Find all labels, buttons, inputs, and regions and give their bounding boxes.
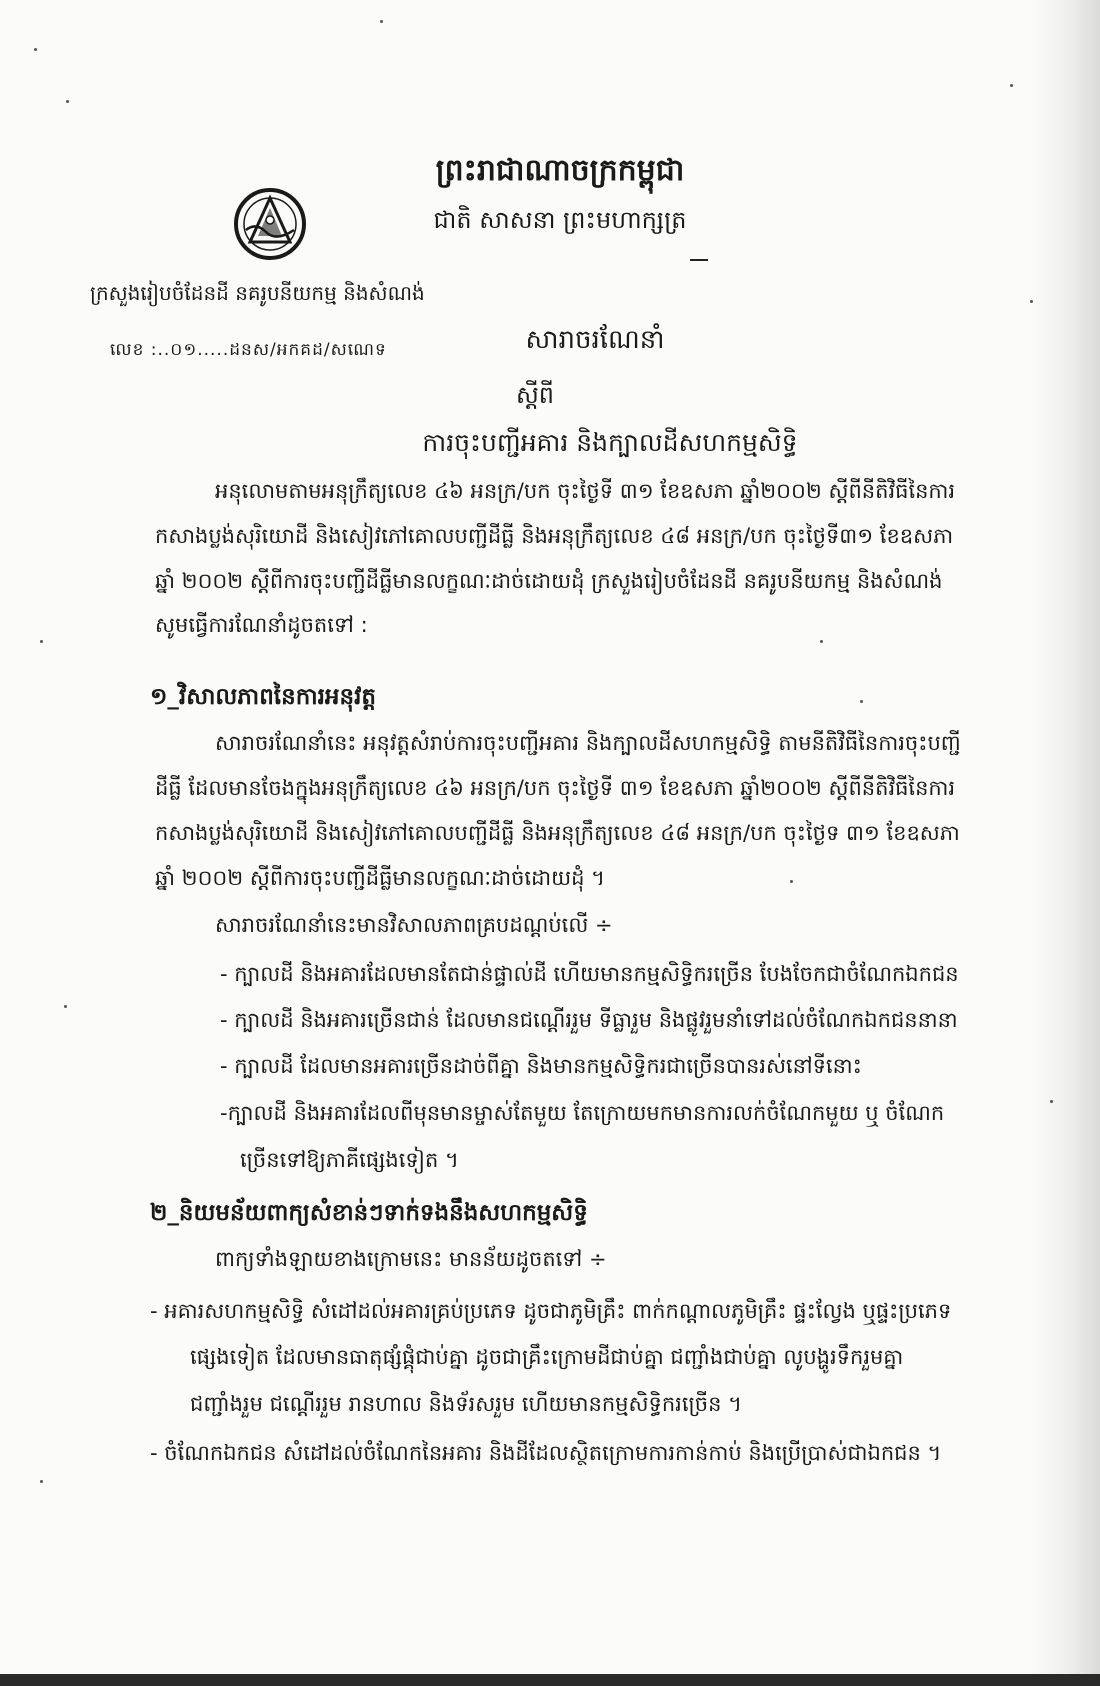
scan-speck: [34, 48, 37, 51]
definition-line: - អគារសហកម្មសិទ្ធិ សំដៅដល់អគារគ្រប់ប្រភេទ ដូចជាភូមិគ្រឹះ ពាក់កណ្តាលភូមិគ្រឹះ ផ្ទះល្វែង ឬផ្ទះប្រភេទ: [150, 1299, 952, 1323]
scan-bottom-border: [0, 1674, 1100, 1686]
scan-speck: [66, 100, 69, 103]
scope-bullet: - ក្បាលដី ដែលមានអគារច្រើនដាច់ពីគ្នា និងមានកម្មសិទ្ធិករជាច្រើនបានរស់នៅទីនោះ: [220, 1054, 862, 1078]
intro-line: ឆ្នាំ ២០០២ ស្តីពីការចុះបញ្ជីដីធ្លីមានលក្ខណៈដាច់ដោយដុំ ក្រសួងរៀបចំដែនដី នគរូបនីយកម្ម និងសំណង់: [155, 569, 943, 593]
definition-line: - ចំណែកឯកជន សំដៅដល់ចំណែកនៃអគារ និងដីដែលស្ថិតក្រោមការកាន់កាប់ និងប្រើប្រាស់ជាឯកជន ។: [150, 1441, 942, 1465]
intro-line: កសាងប្លង់សុរិយោដី និងសៀវភៅគោលបញ្ជីដីធ្លី និងអនុក្រឹត្យលេខ ៤៨ អនក្រ/បក ចុះថ្ងៃទី៣១ ខែឧសភា: [155, 524, 954, 548]
intro-line: អនុលោមតាមអនុក្រឹត្យលេខ ៤៦ អនក្រ/បក ចុះថ្ងៃទី ៣១ ខែឧសភា ឆ្នាំ២០០២ ស្តីពីនីតិវិធីនៃការ: [215, 479, 956, 503]
about-label: ស្តីពី: [515, 381, 555, 409]
section-1-line: សារាចរណែនាំនេះ អនុវត្តសំរាប់ការចុះបញ្ជីអគារ និងក្បាលដីសហកម្មសិទ្ធិ តាមនីតិវិធីនៃការចុះបញ្ជី: [215, 731, 961, 755]
document-type-title: សារាចរណែនាំ: [525, 325, 665, 355]
reference-number: លេខ :..០១.....ដនស/អកគដ/សណេទ: [110, 340, 387, 360]
scan-speck: [40, 1480, 43, 1483]
scope-bullet: - ក្បាលដី និងអគារដែលមានតែជាន់ផ្ទាល់ដី ហើយមានកម្មសិទ្ធិករច្រើន បែងចែកជាចំណែកឯកជន: [220, 962, 959, 986]
scan-speck: [860, 700, 863, 703]
scope-bullet: -ក្បាលដី និងអគារដែលពីមុនមានម្ចាស់តែមួយ តែក្រោយមកមានការលក់ចំណែកមួយ ឬ ចំណែក: [220, 1101, 945, 1125]
intro-line: សូមធ្វើការណែនាំដូចតទៅ :: [155, 613, 368, 637]
motto-divider: [690, 259, 708, 261]
scope-bullet-continuation: ច្រើនទៅឱ្យភាគីផ្សេងទៀត ។: [240, 1148, 459, 1172]
scan-speck: [380, 20, 383, 23]
definition-line: ផ្សេងទៀត ដែលមានធាតុផ្សំផ្គុំជាប់គ្នា ដូចជាគ្រឹះក្រោមដីជាប់គ្នា ជញ្ជាំងជាប់គ្នា លូបង្ហូរទឹករួមគ្នា: [190, 1345, 904, 1369]
ministry-seal-emblem: [232, 186, 308, 262]
national-motto: ជាតិ សាសនា ព្រះមហាក្សត្រ: [433, 206, 687, 234]
definitions-intro: ពាក្យទាំងឡាយខាងក្រោមនេះ មានន័យដូចតទៅ ÷: [215, 1247, 607, 1271]
section-1-heading: ១_វិសាលភាពនៃការអនុវត្ត: [150, 684, 377, 710]
scope-intro: សារាចរណែនាំនេះមានវិសាលភាពគ្របដណ្តប់លើ ÷: [215, 913, 613, 937]
definition-line: ជញ្ជាំងរួម ជណ្តើររួម រានហាល និងទ័រសរួម ហើយមានកម្មសិទ្ធិករច្រើន ។: [190, 1392, 742, 1416]
section-1-line: កសាងប្លង់សុរិយោដី និងសៀវភៅគោលបញ្ជីដីធ្លី និងអនុក្រឹត្យលេខ ៤៨ អនក្រ/បក ចុះថ្ងៃទ ៣១ ខែឧសភា: [155, 821, 960, 845]
section-2-heading: ២_និយមន័យពាក្យសំខាន់ៗទាក់ទងនឹងសហកម្មសិទ្ធិ: [150, 1200, 588, 1226]
scan-speck: [820, 640, 823, 643]
scan-speck: [40, 640, 43, 643]
ministry-name: ក្រសួងរៀបចំដែនដី នគរូបនីយកម្ម និងសំណង់: [90, 281, 425, 305]
scan-speck: [1010, 84, 1013, 87]
scan-shadow-edge: [1030, 0, 1100, 1686]
scan-speck: [64, 1005, 67, 1008]
section-1-line: ឆ្នាំ ២០០២ ស្តីពីការចុះបញ្ជីដីធ្លីមានលក្ខណៈដាច់ដោយដុំ ។: [155, 866, 605, 890]
scope-bullet: - ក្បាលដី និងអគារច្រើនជាន់ ដែលមានជណ្តើររួម ទីធ្លារួម និងផ្លូវរួមនាំទៅដល់ចំណែកឯកជននានា: [220, 1008, 958, 1032]
section-1-line: ដីធ្លី ដែលមានចែងក្នុងអនុក្រឹត្យលេខ ៤៦ អនក្រ/បក ចុះថ្ងៃទី ៣១ ខែឧសភា ឆ្នាំ២០០២ ស្តីពីនីតិវិធីនៃការ: [155, 776, 956, 800]
kingdom-heading: ព្រះរាជាណាចក្រកម្ពុជា: [435, 153, 685, 188]
document-subject: ការចុះបញ្ជីអគារ និងក្បាលដីសហកម្មសិទ្ធិ: [422, 428, 798, 457]
